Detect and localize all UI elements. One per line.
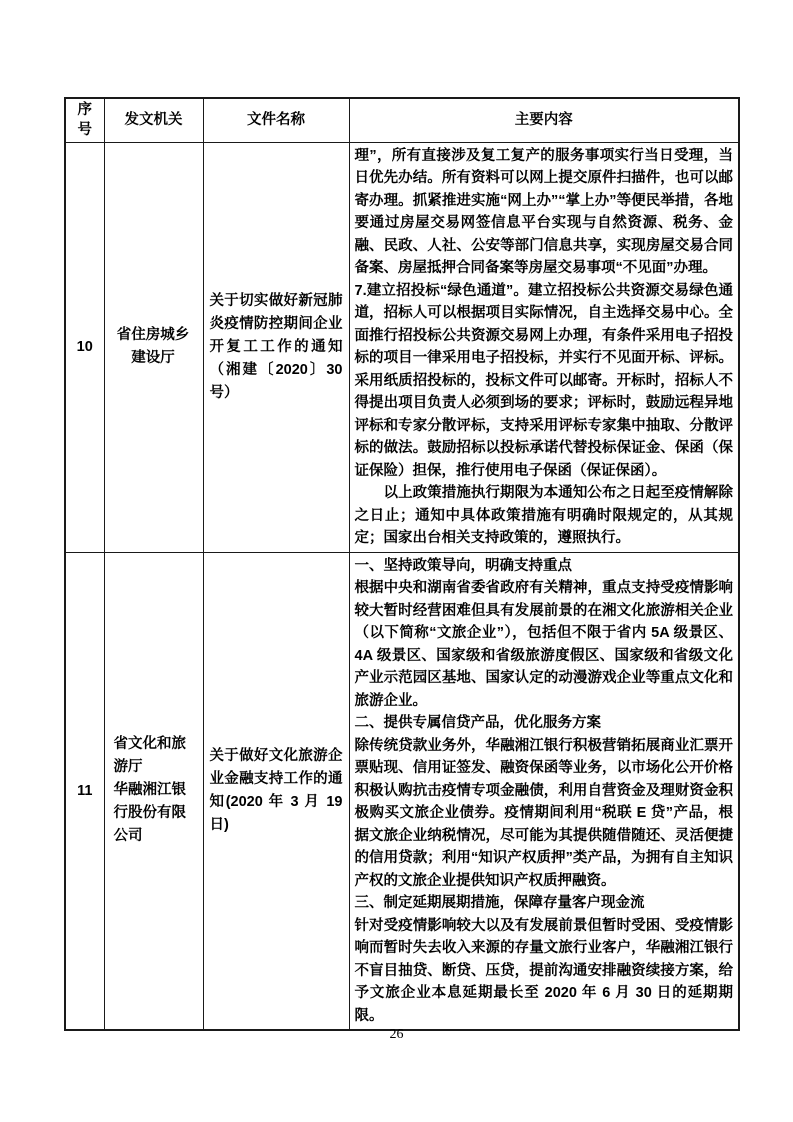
row11-paragraph-4: 除传统贷款业务外，华融湘江银行积极营销拓展商业汇票开票贴现、信用证签发、融资保函等业务，以市场化公开价格积极认购抗击疫情专项金融债，利用自营资金及理财资金积极购买文旅企业债券。疫情期间利用“税联 E 贷”产品，根据文旅企业纳税情况，尽可能为其提供随借随还、灵活便捷的信用贷款；利用“知识产权质押”类产品，为拥有自主知识产权的文旅企业提供知识产权质押融资。 (354, 737, 733, 889)
row11-paragraph-1: 一、坚持政策导向，明确支持重点 (354, 557, 572, 574)
row11-paragraph-2: 根据中央和湖南省委省政府有关精神，重点支持受疫情影响较大暂时经营困难但具有发展前景的在湘文化旅游相关企业（以下简称“文旅企业”），包括但不限于省内 5A 级景区、4A 级景区、国家级和省级旅游度假区、国家级和省级文化产业示范园区基地、国家认定的动漫游戏企业等重点文化和旅游企业。 (354, 580, 733, 709)
row11-paragraph-6: 针对受疫情影响较大以及有发展前景但暂时受困、受疫情影响而暂时失去收入来源的存量文旅行业客户，华融湘江银行不盲目抽贷、断贷、压贷，提前沟通安排融资续接方案，给予文旅企业本息延期最长至 2020 年 6 月 30 日的延期期限。 (354, 917, 733, 1024)
row11-agency-line-2: 华融湘江银行股份有限公司 (113, 782, 186, 845)
row11-main-content (349, 552, 739, 1030)
row11-seq: 11 (65, 552, 104, 1030)
table-header-row (65, 98, 739, 142)
policy-table (64, 97, 740, 1031)
header-doc-name: 文件名称 (203, 98, 349, 142)
header-agency: 发文机关 (104, 98, 203, 142)
row11-paragraph-3: 二、提供专属信贷产品，优化服务方案 (354, 715, 601, 731)
row10-agency: 省住房城乡建设厅 (104, 142, 203, 552)
header-main-content: 主要内容 (349, 98, 739, 142)
row10-doc-name: 关于切实做好新冠肺炎疫情防控期间企业开复工工作的通知（湘建〔2020〕30号） (203, 142, 349, 552)
row10-paragraph-1: 理”，所有直接涉及复工复产的服务事项实行当日受理，当日优先办结。所有资料可以网上提交原件扫描件，也可以邮寄办理。抓紧推进实施“网上办”“掌上办”等便民举措，各地要通过房屋交易网签信息平台实现与自然资源、税务、金融、民政、人社、公安等部门信息共享，实现房屋交易合同备案、房屋抵押合同备案等房屋交易事项“不见面”办理。 (354, 147, 733, 276)
row11-paragraph-5: 三、制定延期展期措施，保障存量客户现金流 (354, 895, 645, 911)
row10-main-content (349, 142, 739, 552)
row11-doc-name: 关于做好文化旅游企业金融支持工作的通知(2020 年 3 月 19 日) (203, 552, 349, 1030)
header-seq: 序号 (65, 98, 104, 142)
table-row-11 (65, 552, 739, 1030)
page-number: 26 (389, 1027, 404, 1042)
row10-seq: 10 (65, 142, 104, 552)
row11-agency-line-1: 省文化和旅游厅 (113, 736, 186, 776)
row10-paragraph-2: 7.建立招投标“绿色通道”。建立招投标公共资源交易绿色通道，招标人可以根据项目实际情况，自主选择交易中心。全面推行招投标公共资源交易网上办理，有条件采用电子招投标的项目一律采用电子招投标，并实行不见面开标、评标。采用纸质招投标的，投标文件可以邮寄。开标时，招标人不得提出项目负责人必须到场的要求；评标时，鼓励远程异地评标和专家分散评标，支持采用评标专家集中抽取、分散评标的做法。鼓励招标以投标承诺代替投标保证金、保函（保证保险）担保，推行使用电子保函（保证保函）。 (354, 282, 733, 479)
row10-paragraph-3: 以上政策措施执行期限为本通知公布之日起至疫情解除之日止；通知中具体政策措施有明确时限规定的，从其规定；国家出台相关支持政策的，遵照执行。 (354, 485, 733, 546)
row11-agency (104, 552, 203, 1030)
table-row-10 (65, 142, 739, 552)
